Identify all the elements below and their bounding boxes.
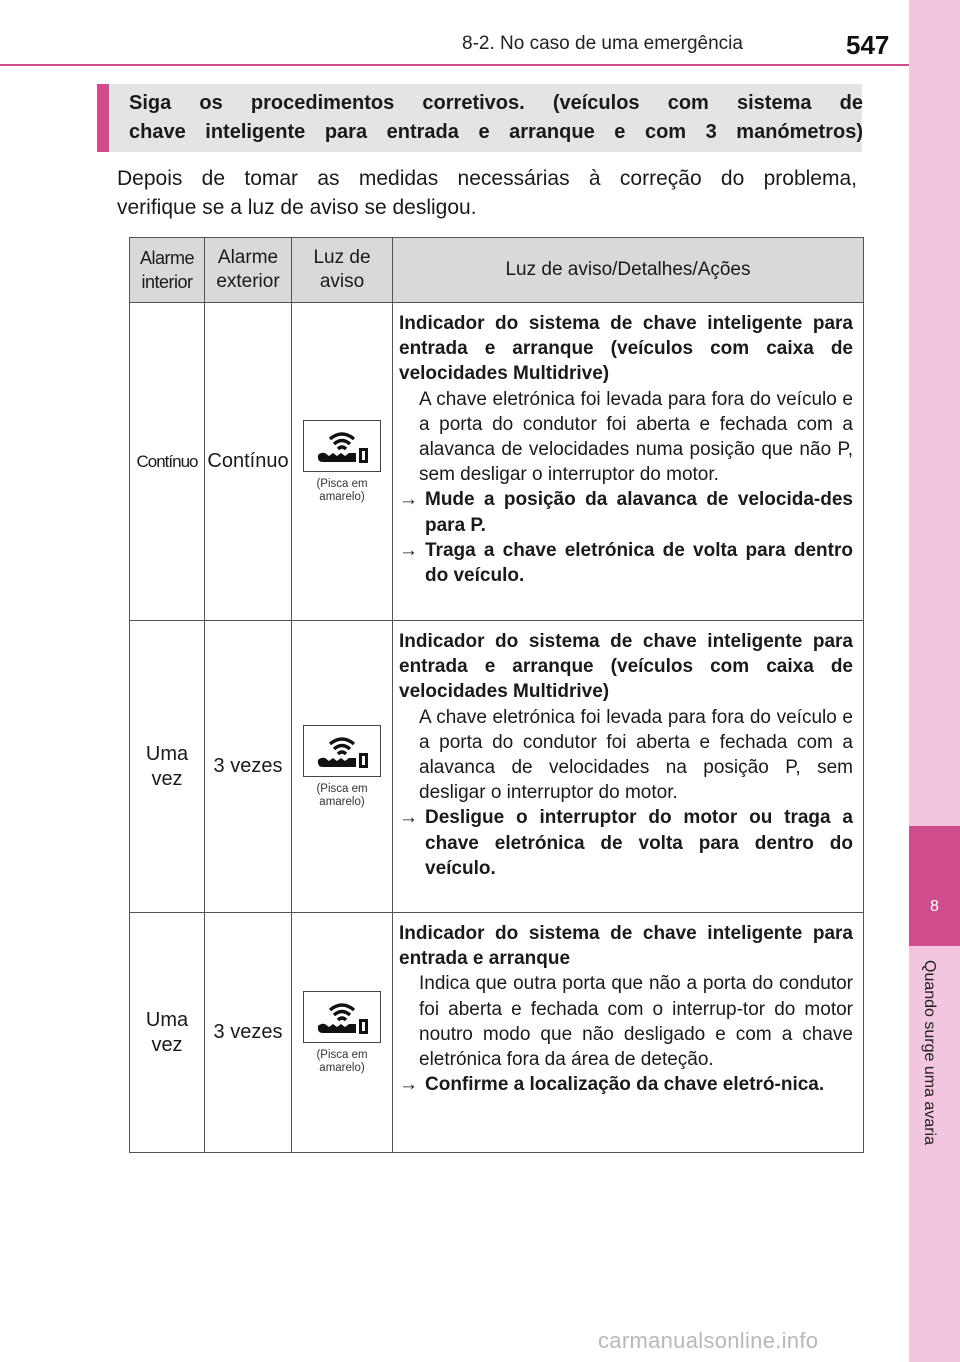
arrow-right-icon: → [399,1074,418,1096]
intro-paragraph [117,164,857,222]
chapter-title: Quando surge uma avaria [921,960,938,1145]
smart-key-indicator-icon [303,725,381,777]
arrow-right-icon: → [399,807,418,829]
exterior-alarm-cell: 3 vezes [205,621,292,913]
icon-caption: (Pisca em amarelo) [316,477,368,503]
action-item [399,538,853,588]
smart-key-indicator-icon [303,420,381,472]
header-rule [0,64,909,66]
action-item [399,1072,853,1097]
page-number: 547 [846,30,890,60]
header-interior-alarm: Alarme interior [130,238,205,303]
exterior-alarm-cell: Contínuo [205,303,292,621]
table-row [130,621,864,913]
detail-title: Indicador do sistema de chave inteligente para entrada e arranque (veículos com caixa de velocidades Multidrive) [399,313,853,385]
detail-description: Indica que outra porta que não a porta do condutor foi aberta e fechada com o interrup-tor do motor noutro modo que não desligado e com a chave eletrónica fora da área de deteção. [419,973,853,1071]
arrow-right-icon: → [399,489,418,511]
detail-title: Indicador do sistema de chave inteligente para entrada e arranque (veículos com caixa de velocidades Multidrive) [399,631,853,703]
warning-table [129,237,864,1153]
arrow-right-icon: → [399,539,418,561]
action-text: Traga a chave eletrónica de volta para dentro do veículo. [425,539,853,587]
side-band [909,0,960,1362]
smart-key-indicator-icon [303,991,381,1043]
detail-title: Indicador do sistema de chave inteligente para entrada e arranque [399,923,853,970]
procedure-title-line2: chave inteligente para entrada e arranque e com 3 manómetros) [129,121,863,143]
chapter-number: 8 [930,898,939,915]
exterior-alarm-cell: 3 vezes [205,913,292,1153]
procedure-box [97,84,862,152]
procedure-title [129,89,863,147]
detail-description: A chave eletrónica foi levada para fora do veículo e a porta do condutor foi aberta e fechada com a alavanca de velocidades numa posição que não P, sem desligar o interruptor do motor. [419,388,853,486]
table-row [130,303,864,621]
action-text: Confirme a localização da chave eletró-nica. [425,1074,825,1096]
action-item [399,805,853,881]
interior-alarm-cell: Uma vez [130,913,205,1153]
detail-description: A chave eletrónica foi levada para fora do veículo e a porta do condutor foi aberta e fechada com a alavanca de velocidades na posição P, sem desligar o interruptor do motor. [419,706,853,804]
table-row [130,913,864,1153]
icon-caption: (Pisca em amarelo) [316,1048,368,1074]
details-cell [393,621,864,913]
warning-light-cell [292,621,393,913]
warning-light-cell [292,303,393,621]
header-warning-light: Luz de aviso [292,238,393,303]
interior-alarm-cell: Contínuo [130,303,205,621]
chapter-tab [909,826,960,946]
intro-line1: Depois de tomar as medidas necessárias à correção do problema, [117,167,857,190]
action-text: Mude a posição da alavanca de velocida-des para P. [425,489,853,536]
procedure-title-line1: Siga os procedimentos corretivos. (veículos com sistema de [129,92,863,114]
header-exterior-alarm: Alarme exterior [205,238,292,303]
icon-caption: (Pisca em amarelo) [316,782,368,808]
interior-alarm-cell: Uma vez [130,621,205,913]
header-details: Luz de aviso/Detalhes/Ações [393,238,864,303]
action-item [399,487,853,537]
table-header-row [130,238,864,303]
action-text: Desligue o interruptor do motor ou traga a chave eletrónica de volta para dentro do veículo. [425,807,853,879]
intro-line2: verifique se a luz de aviso se desligou. [117,196,477,219]
section-title: 8-2. No caso de uma emergência [462,33,743,54]
watermark: carmanualsonline.info [598,1328,819,1353]
details-cell [393,303,864,621]
details-cell [393,913,864,1153]
warning-light-cell [292,913,393,1153]
